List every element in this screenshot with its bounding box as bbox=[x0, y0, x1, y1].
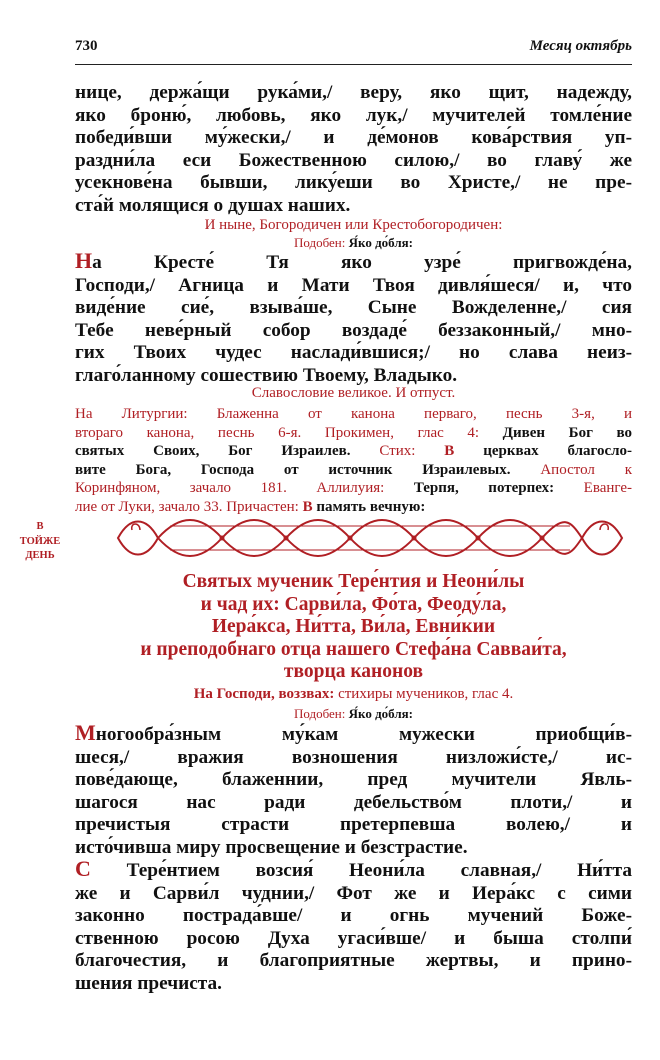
running-head: Месяц октябрь bbox=[529, 38, 632, 54]
text-line bbox=[75, 722, 632, 747]
title-line: и преподобнаго отца нашего Стефа́на Савваи́та, bbox=[140, 638, 567, 660]
rubric-lord-i-have-cried-rest: стихиры мучеников, глас 4. bbox=[334, 686, 514, 702]
line-text: ногообра́зным му́кам мужески приобщи́в- bbox=[95, 724, 632, 745]
text-line bbox=[75, 297, 632, 320]
liturgy-segment: Еванге- bbox=[583, 480, 632, 497]
liturgy-segment: Апостол к bbox=[540, 461, 632, 478]
header-rule bbox=[75, 64, 632, 65]
margin-note bbox=[10, 520, 70, 564]
line-text: шения пречиста. bbox=[75, 972, 222, 994]
text-line bbox=[75, 195, 632, 218]
line-text: Тебе неве́рный собор воздаде́ беззаконный,/ мно- bbox=[75, 319, 632, 341]
initial-capital: С bbox=[75, 856, 91, 881]
line-text: исто́чивша миру просвещение и безстрастие. bbox=[75, 836, 468, 858]
line-text: пове́дающе, блаженнии, пред мучители Явль- bbox=[75, 769, 632, 791]
podoben-value: Я́ко до́бля: bbox=[348, 706, 414, 721]
liturgy-line bbox=[75, 479, 632, 498]
text-line bbox=[75, 275, 632, 298]
line-text: а Кресте́ Тя яко узре́ пригвожде́на, bbox=[92, 252, 632, 273]
line-text: благочестия, и благоприятные жертвы, и прино- bbox=[75, 950, 632, 972]
rubric-lord-i-have-cried-bold: На Господи, воззвах: bbox=[193, 686, 335, 702]
liturgy-line bbox=[75, 424, 632, 443]
liturgy-segment: святых Своих, Бог Израилев. bbox=[75, 443, 380, 460]
liturgy-line bbox=[75, 405, 632, 424]
liturgy-rubric bbox=[75, 405, 632, 517]
line-text: виде́ние сие́, взыва́ше, Сыне Вожделенне,/ сия bbox=[75, 297, 632, 319]
rubric-theotokion: И ныне, Богородичен или Крестобогородичен: bbox=[204, 217, 503, 233]
line-text: гих Твоих чудес наслади́вшися;/ но слава неиз- bbox=[75, 342, 632, 364]
liturgy-segment: память вечную: bbox=[312, 498, 426, 515]
text-line bbox=[75, 883, 632, 906]
line-text: пречистыя страсти претерпевша волею,/ и bbox=[75, 814, 632, 836]
line-text: же и Сарви́л чуднии,/ Фот же и Иера́кс с сими bbox=[75, 882, 632, 904]
line-text: раздни́ла еси Божественною силою,/ во главу́ же bbox=[75, 149, 632, 171]
liturgy-segment: втораго канона, песнь 6-я. Прокимен, глас 4: bbox=[75, 424, 503, 441]
text-line bbox=[75, 837, 632, 860]
liturgy-segment: церквах благосло- bbox=[454, 443, 633, 460]
text-line bbox=[75, 747, 632, 770]
page-number: 730 bbox=[75, 38, 98, 54]
liturgy-segment: На Литургии: Блаженна от канона перваго, песнь 3-я, и bbox=[75, 406, 632, 422]
line-text: Тере́нтием возсия́ Неони́ла славная,/ Ни́тта bbox=[90, 860, 632, 881]
liturgy-segment: Терпя, потерпех: bbox=[413, 480, 584, 497]
initial-capital: Н bbox=[75, 248, 93, 273]
liturgy-line bbox=[75, 461, 632, 480]
line-text: ста́й молящися о душах наших. bbox=[75, 194, 351, 216]
text-line bbox=[75, 858, 632, 883]
margin-note-line: В bbox=[36, 521, 44, 532]
liturgy-segment: вите Бога, Господа от источник Израилевых. bbox=[75, 461, 541, 478]
text-line bbox=[75, 342, 632, 365]
page-header bbox=[75, 38, 632, 64]
text-line bbox=[75, 973, 632, 996]
liturgy-line bbox=[75, 442, 632, 461]
text-line bbox=[75, 82, 632, 105]
title-line: творца канонов bbox=[283, 661, 424, 683]
line-text: яко броню́, любовь, яко лук,/ мучителей томле́ние bbox=[75, 104, 632, 126]
text-line bbox=[75, 172, 632, 195]
stichera-2 bbox=[75, 858, 632, 996]
text-line bbox=[75, 250, 632, 275]
line-text: шеся,/ вражия возношения низложи́сте,/ ис- bbox=[75, 746, 632, 768]
podoben-value: Я́ко до́бля: bbox=[348, 235, 414, 250]
rubric-dismissal: Славословие великое. И отпуст. bbox=[251, 385, 456, 401]
initial-capital: М bbox=[75, 720, 96, 745]
line-text: усекнове́на бывши, лику́еши во Христе,/ не пре- bbox=[75, 172, 632, 194]
liturgy-segment: Коринфяном, зачало 181. Аллилуия: bbox=[75, 480, 414, 497]
title-line: Иера́кса, Ни́тта, Ви́ла, Евни́кии bbox=[211, 616, 496, 638]
text-line bbox=[75, 905, 632, 928]
text-line bbox=[75, 127, 632, 150]
title-line: и чад их: Сарви́ла, Фо́та, Феоду́ла, bbox=[200, 593, 507, 615]
text-line bbox=[75, 792, 632, 815]
feast-title bbox=[75, 571, 632, 684]
line-text: ственною росою Духа угаси́вше/ и быша столпи́ bbox=[75, 927, 632, 949]
line-text: нице, держа́щи рука́ми,/ веру, яко щит, надежду, bbox=[75, 82, 632, 103]
line-text: Господи,/ Агница и Мати Твоя дивля́шеся/ и, что bbox=[75, 274, 632, 296]
text-line bbox=[75, 814, 632, 837]
text-line bbox=[75, 928, 632, 951]
hymn-continuation bbox=[75, 82, 632, 218]
title-line: Святых мученик Тере́нтия и Неони́лы bbox=[182, 571, 525, 592]
liturgy-segment: Дивен Бог во bbox=[502, 424, 632, 441]
text-line bbox=[75, 105, 632, 128]
liturgy-segment: В bbox=[444, 443, 455, 460]
margin-note-line: ТОЙЖЕ bbox=[19, 535, 61, 547]
line-text: шагося нас ради дебельство́м плоти,/ и bbox=[75, 791, 632, 813]
ornamental-band bbox=[110, 512, 630, 564]
stichera-1 bbox=[75, 722, 632, 860]
podoben-label: Подобен: bbox=[293, 235, 349, 250]
margin-note-line: ДЕНЬ bbox=[25, 550, 55, 561]
podoben-line-2 bbox=[75, 705, 632, 723]
liturgy-segment: лие от Луки, зачало 33. Причастен: bbox=[75, 498, 303, 515]
text-line bbox=[75, 950, 632, 973]
liturgy-segment: В bbox=[302, 498, 313, 515]
text-line bbox=[75, 320, 632, 343]
line-text: законно пострада́вше/ и огнь мучений Боже- bbox=[75, 905, 632, 927]
theotokion-text bbox=[75, 250, 632, 388]
text-line bbox=[75, 769, 632, 792]
podoben-label: Подобен: bbox=[293, 706, 349, 721]
rubric-lord-i-have-cried bbox=[75, 685, 632, 703]
line-text: глаго́ланному сошествию Твоему, Владыко. bbox=[75, 364, 458, 386]
line-text: победи́вши му́жески,/ и де́монов кова́рствия уп- bbox=[75, 127, 632, 149]
text-line bbox=[75, 150, 632, 173]
liturgy-segment: Стих: bbox=[379, 443, 445, 460]
